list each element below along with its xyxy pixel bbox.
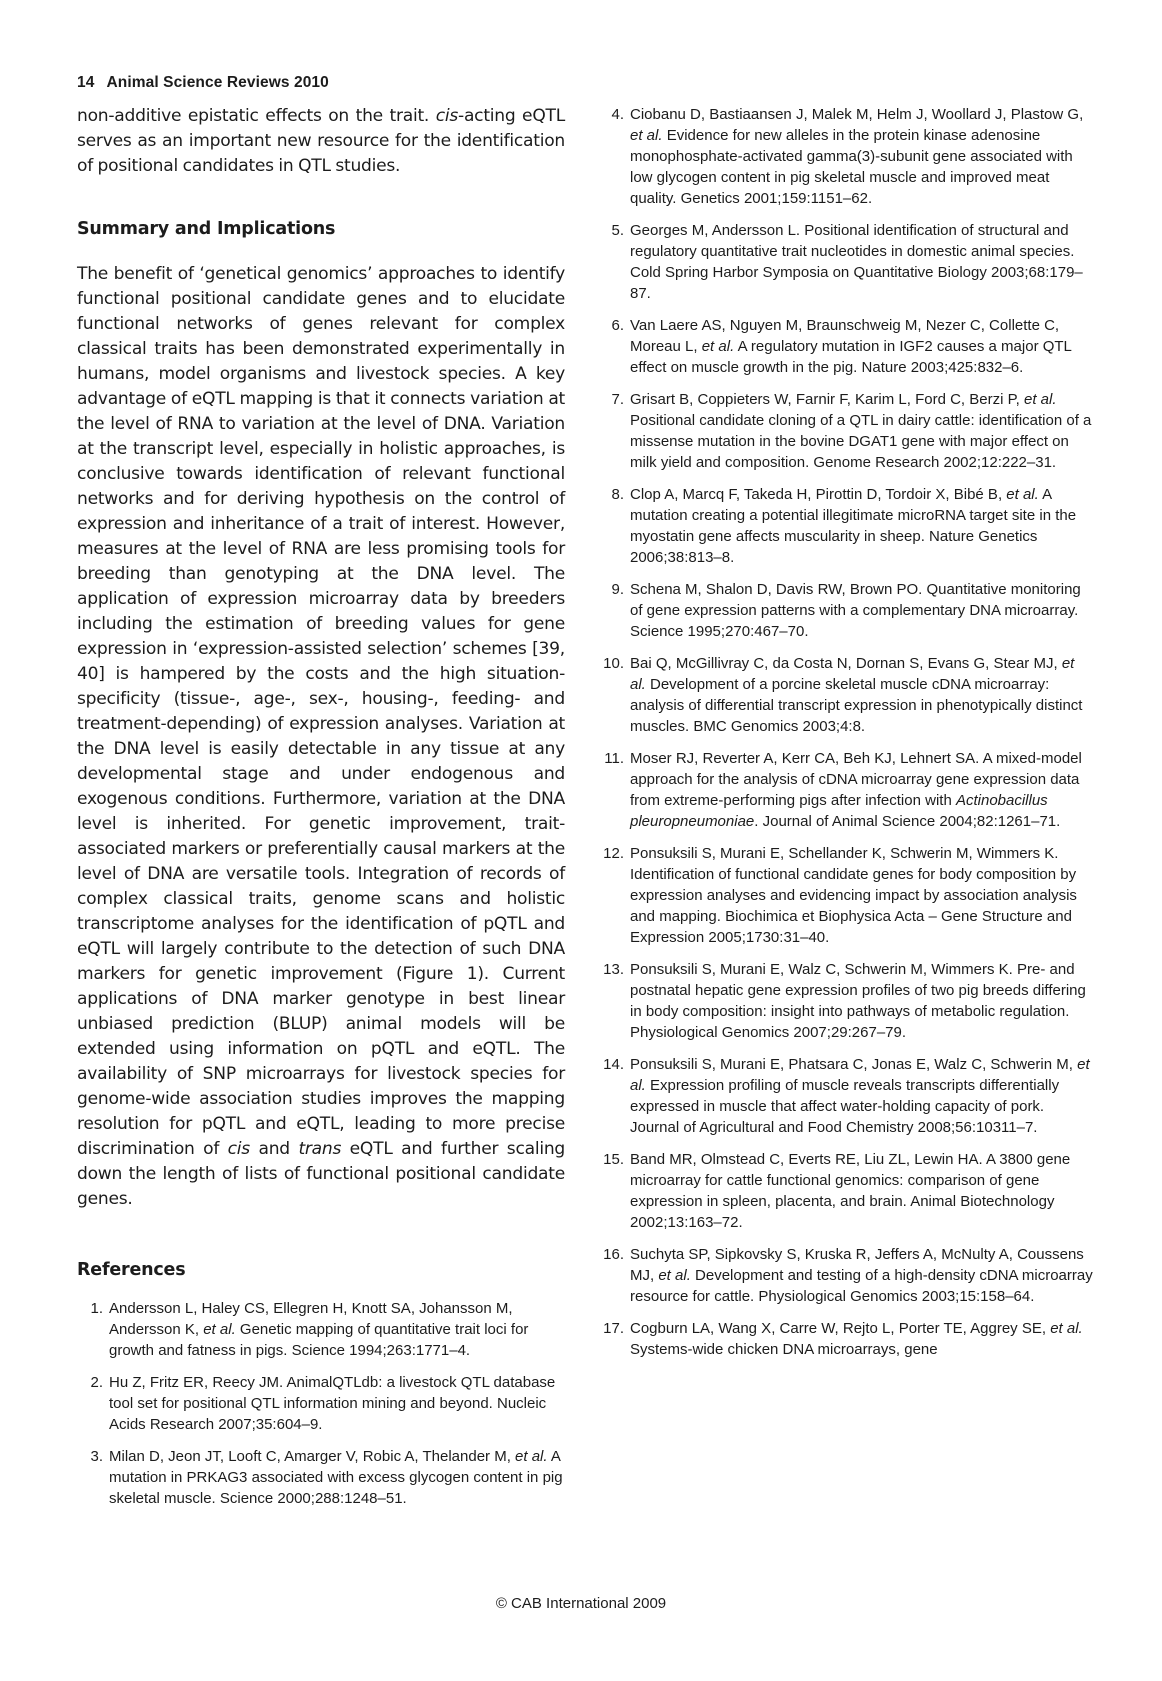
reference-italic: et al.: [1024, 391, 1057, 408]
reference-text: Ponsuksili S, Murani E, Schellander K, Schwerin M, Wimmers K. Identification of functional candidate genes for body composition by expression analyses and evidencing impact by association analysis and mapping. Biochimica et Biophysica Acta – Gene Structure and Expression 2005;1730:31–40.: [630, 845, 1077, 946]
reference-text: Andersson L, Haley CS, Ellegren H, Knott SA, Johansson M, Andersson K,: [109, 1300, 513, 1338]
reference-list-left: [77, 1298, 565, 1509]
reference-text-tail: A regulatory mutation in IGF2 causes a major QTL effect on muscle growth in the pig. Nature 2003;425:832–6.: [630, 338, 1072, 376]
reference-text: Band MR, Olmstead C, Everts RE, Liu ZL, Lewin HA. A 3800 gene microarray for cattle functional genomics: comparison of gene expression in spleen, placenta, and brain. Animal Biotechnology 2002;13:163–72.: [630, 1151, 1071, 1231]
summary-trans: trans: [298, 1139, 342, 1159]
reference-text-tail: Evidence for new alleles in the protein kinase adenosine monophosphate-activated gamma(3)-subunit gene associated with low glycogen content in pig skeletal muscle and improved meat quality. Genetics 2001;159:1151–62.: [630, 127, 1073, 207]
reference-text: Clop A, Marcq F, Takeda H, Pirottin D, Tordoir X, Bibé B,: [630, 486, 1007, 503]
summary-text-3: eQTL and further scaling down the length of lists of functional positional candidate genes.: [77, 1139, 566, 1209]
reference-item: [598, 104, 1094, 209]
reference-number: 13.: [603, 961, 624, 978]
reference-number: 3.: [90, 1448, 103, 1465]
reference-text: Suchyta SP, Sipkovsky S, Kruska R, Jeffers A, McNulty A, Coussens MJ,: [630, 1246, 1084, 1284]
reference-text-tail: Positional candidate cloning of a QTL in dairy cattle: identification of a missense mutation in the bovine DGAT1 gene with major effect on milk yield and composition. Genome Research 2002;12:222–31.: [630, 412, 1092, 471]
reference-italic: et al.: [1006, 486, 1039, 503]
reference-item: [598, 1244, 1094, 1307]
reference-number: 17.: [603, 1320, 624, 1337]
reference-number: 9.: [611, 581, 624, 598]
reference-text-tail: Expression profiling of muscle reveals transcripts differentially expressed in muscle that affect water-holding capacity of pork. Journal of Agricultural and Food Chemistry 2008;56:10311–7.: [630, 1077, 1060, 1136]
reference-text: Milan D, Jeon JT, Looft C, Amarger V, Robic A, Thelander M,: [109, 1448, 516, 1465]
reference-text-tail: Systems-wide chicken DNA microarrays, gene: [630, 1341, 938, 1358]
reference-italic: et al.: [630, 127, 663, 144]
reference-item: [598, 653, 1094, 737]
reference-italic: et al.: [630, 1056, 1090, 1094]
reference-italic: et al.: [701, 338, 735, 355]
reference-text-tail: A mutation in PRKAG3 associated with excess glycogen content in pig skeletal muscle. Science 2000;288:1248–51.: [109, 1448, 563, 1507]
reference-text: Bai Q, McGillivray C, da Costa N, Dornan S, Evans G, Stear MJ,: [630, 655, 1062, 672]
page-number: 14: [77, 74, 95, 91]
reference-item: [77, 1298, 565, 1361]
reference-italic: et al.: [630, 655, 1075, 693]
intro-text-1: non-additive epistatic effects on the trait.: [77, 106, 436, 126]
summary-text-2: and: [249, 1139, 299, 1159]
reference-number: 10.: [603, 655, 624, 672]
reference-item: [598, 220, 1094, 304]
reference-item: [598, 843, 1094, 948]
reference-item: [598, 389, 1094, 473]
reference-item: [598, 959, 1094, 1043]
reference-item: [598, 748, 1094, 832]
reference-number: 5.: [611, 222, 624, 239]
reference-italic: et al.: [203, 1321, 236, 1338]
reference-italic: et al.: [515, 1448, 548, 1465]
reference-text: Schena M, Shalon D, Davis RW, Brown PO. Quantitative monitoring of gene expression patterns with a complementary DNA microarray. Science 1995;270:467–70.: [630, 581, 1081, 640]
summary-paragraph: [77, 262, 565, 1212]
reference-number: 6.: [611, 317, 624, 334]
reference-item: [598, 579, 1094, 642]
reference-italic: et al.: [1050, 1320, 1083, 1337]
reference-number: 11.: [604, 750, 624, 767]
right-column: [598, 104, 1094, 1371]
reference-text-tail: Development of a porcine skeletal muscle cDNA microarray: analysis of differential transcript expression in phenotypically distinct muscles. BMC Genomics 2003;4:8.: [630, 676, 1083, 735]
reference-text-tail: Development and testing of a high-density cDNA microarray resource for cattle. Physiological Genomics 2003;15:158–64.: [630, 1267, 1093, 1305]
reference-text: Grisart B, Coppieters W, Farnir F, Karim L, Ford C, Berzi P,: [630, 391, 1024, 408]
reference-text: Hu Z, Fritz ER, Reecy JM. AnimalQTLdb: a livestock QTL database tool set for positional QTL information mining and beyond. Nucleic Acids Research 2007;35:604–9.: [109, 1374, 556, 1433]
reference-number: 4.: [611, 106, 624, 123]
reference-item: [598, 1318, 1094, 1360]
reference-item: [77, 1446, 565, 1509]
references-heading: References: [77, 1260, 186, 1280]
reference-item: [598, 1054, 1094, 1138]
copyright-footer: © CAB International 2009: [495, 1595, 667, 1612]
reference-text-tail: Genetic mapping of quantitative trait loci for growth and fatness in pigs. Science 1994;263:1771–4.: [109, 1321, 529, 1359]
reference-text-tail: . Journal of Animal Science 2004;82:1261–71.: [754, 813, 1061, 830]
reference-number: 16.: [603, 1246, 624, 1263]
summary-cis: cis: [227, 1139, 250, 1159]
reference-number: 2.: [90, 1374, 103, 1391]
reference-number: 8.: [611, 486, 624, 503]
reference-list-right: [598, 104, 1094, 1360]
reference-item: [598, 484, 1094, 568]
reference-item: [77, 1372, 565, 1435]
reference-text: Ponsuksili S, Murani E, Phatsara C, Jonas E, Walz C, Schwerin M,: [630, 1056, 1078, 1073]
reference-italic: et al.: [658, 1267, 691, 1284]
reference-text-tail: A mutation creating a potential illegitimate microRNA target site in the myostatin gene affects muscularity in sheep. Nature Genetics 2006;38:813–8.: [630, 486, 1077, 566]
reference-item: [598, 315, 1094, 378]
reference-number: 12.: [603, 845, 624, 862]
summary-text-1: The benefit of ‘genetical genomics’ approaches to identify functional positional candidate genes and to elucidate functional networks of genes relevant for complex classical traits has been demonstrated experimentally in humans, model organisms and livestock species. A key advantage of eQTL mapping is that it connects variation at the level of RNA to variation at the level of DNA. Variation at the transcript level, especially in holistic approaches, is conclusive towards identification of relevant functional networks and for deriving hypothesis on the control of expression and inheritance of a trait of interest. However, measures at the level of RNA are less promising tools for breeding than genotyping at the DNA level. The application of expression microarray data by breeders including the estimation of breeding values for gene expression in ‘expression-assisted selection’ schemes [39, 40] is hampered by the costs and the high situation-specificity (tissue-, age-, sex-, housing-, feeding- and treatment-depending) of expression analyses. Variation at the DNA level is easily detectable in any tissue at any developmental stage and under endogenous and exogenous conditions. Furthermore, variation at the DNA level is inherited. For genetic improvement, trait-associated markers or preferentially causal markers at the level of DNA are versatile tools. Integration of records of complex classical traits, genome scans and holistic transcriptome analyses for the identification of pQTL and eQTL will largely contribute to the detection of such DNA markers for genetic improvement (Figure 1). Current applications of DNA marker genotype in best linear unbiased prediction (BLUP) animal models will be extended using information on pQTL and eQTL. The availability of SNP microarrays for livestock species for genome-wide association studies improves the mapping resolution for pQTL and eQTL, leading to more precise discrimination of: [77, 264, 565, 1159]
reference-text: Ciobanu D, Bastiaansen J, Malek M, Helm J, Woollard J, Plastow G,: [630, 106, 1084, 123]
reference-number: 15.: [603, 1151, 624, 1168]
reference-text: Cogburn LA, Wang X, Carre W, Rejto L, Porter TE, Aggrey SE,: [630, 1320, 1051, 1337]
running-head: [77, 74, 329, 92]
journal-title: Animal Science Reviews 2010: [106, 74, 329, 91]
reference-text: Moser RJ, Reverter A, Kerr CA, Beh KJ, Lehnert SA. A mixed-model approach for the analysis of cDNA microarray gene expression data from extreme-performing pigs after infection with: [630, 750, 1082, 809]
reference-text: Ponsuksili S, Murani E, Walz C, Schwerin M, Wimmers K. Pre- and postnatal hepatic gene expression profiles of two pig breeds differing in body composition: insight into pathways of metabolic regulation. Physiological Genomics 2007;29:267–79.: [630, 961, 1086, 1041]
reference-italic: Actinobacillus pleuropneumoniae: [630, 792, 1048, 830]
reference-number: 7.: [611, 391, 624, 408]
reference-item: [598, 1149, 1094, 1233]
reference-number: 1.: [90, 1300, 103, 1317]
reference-number: 14.: [603, 1056, 624, 1073]
reference-text: Van Laere AS, Nguyen M, Braunschweig M, Nezer C, Collette C, Moreau L,: [630, 317, 1060, 355]
intro-text-2: -acting eQTL serves as an important new resource for the identification of positional candidates in QTL studies.: [77, 106, 565, 176]
left-column: [77, 104, 565, 1520]
reference-text: Georges M, Andersson L. Positional identification of structural and regulatory quantitative trait nucleotides in domestic animal species. Cold Spring Harbor Symposia on Quantitative Biology 2003;68:179–87.: [630, 222, 1083, 302]
intro-paragraph: [77, 104, 565, 179]
intro-cis: cis: [435, 106, 459, 126]
summary-heading: Summary and Implications: [77, 219, 336, 239]
